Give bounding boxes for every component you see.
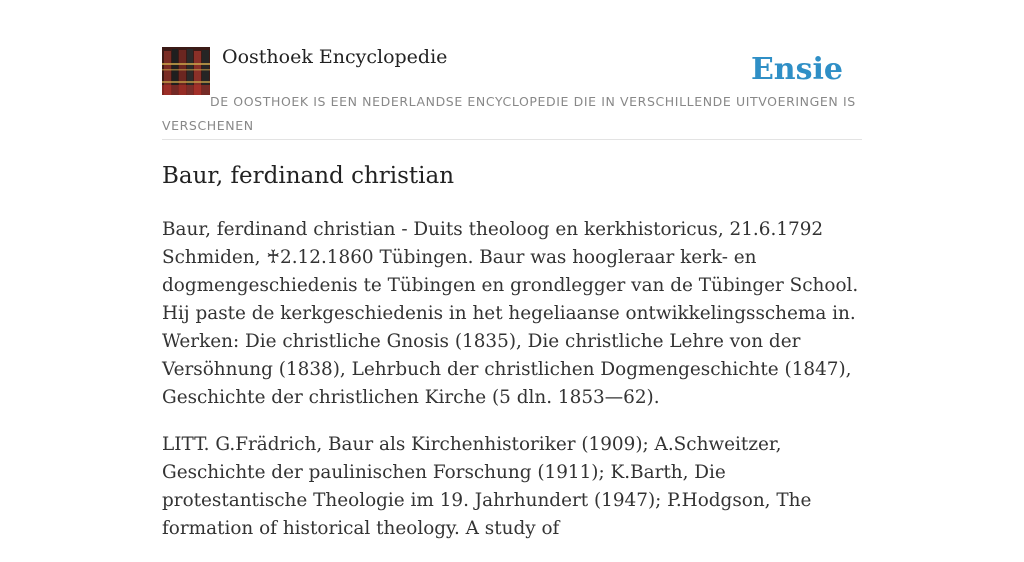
page-container bbox=[162, 0, 862, 539]
article-paragraph: LITT. G.Frädrich, Baur als Kirchenhistoriker (1909); A.Schweitzer, Geschichte der paulinischen Forschung (1911); K.Barth, Die protestantische Theologie im 19. Jahrhundert (1947); P.Hodgson, The formation of historical theology. A study of bbox=[162, 434, 812, 539]
article-paragraph: Baur, ferdinand christian - Duits theoloog en kerkhistoricus, 21.6.1792 Schmiden, ♰2.12.1860 Tübingen. Baur was hoogleraar kerk- en dogmengeschiedenis te Tübingen en grondlegger van de Tübinger School. Hij paste de kerkgeschiedenis in het hegeliaanse ontwikkelingsschema in. Werken: Die christliche Gnosis (1835), Die christliche Lehre von der Versöhnung (1838), Lehrbuch der christlichen Dogmengeschichte (1847), Geschichte der christlichen Kirche (5 dln. 1853—62). bbox=[162, 219, 859, 408]
site-name[interactable]: Oosthoek Encyclopedie bbox=[222, 46, 448, 68]
brand-logo[interactable]: Ensie bbox=[750, 52, 843, 87]
site-tagline: DE OOSTHOEK IS EEN NEDERLANDSE ENCYCLOPEDIE DIE IN VERSCHILLENDE UITVOERINGEN IS VERSCHENEN bbox=[162, 94, 856, 133]
book-spines-icon[interactable] bbox=[162, 47, 210, 95]
site-header bbox=[162, 0, 862, 140]
article-title: Baur, ferdinand christian bbox=[162, 163, 455, 189]
article-body bbox=[162, 216, 862, 562]
